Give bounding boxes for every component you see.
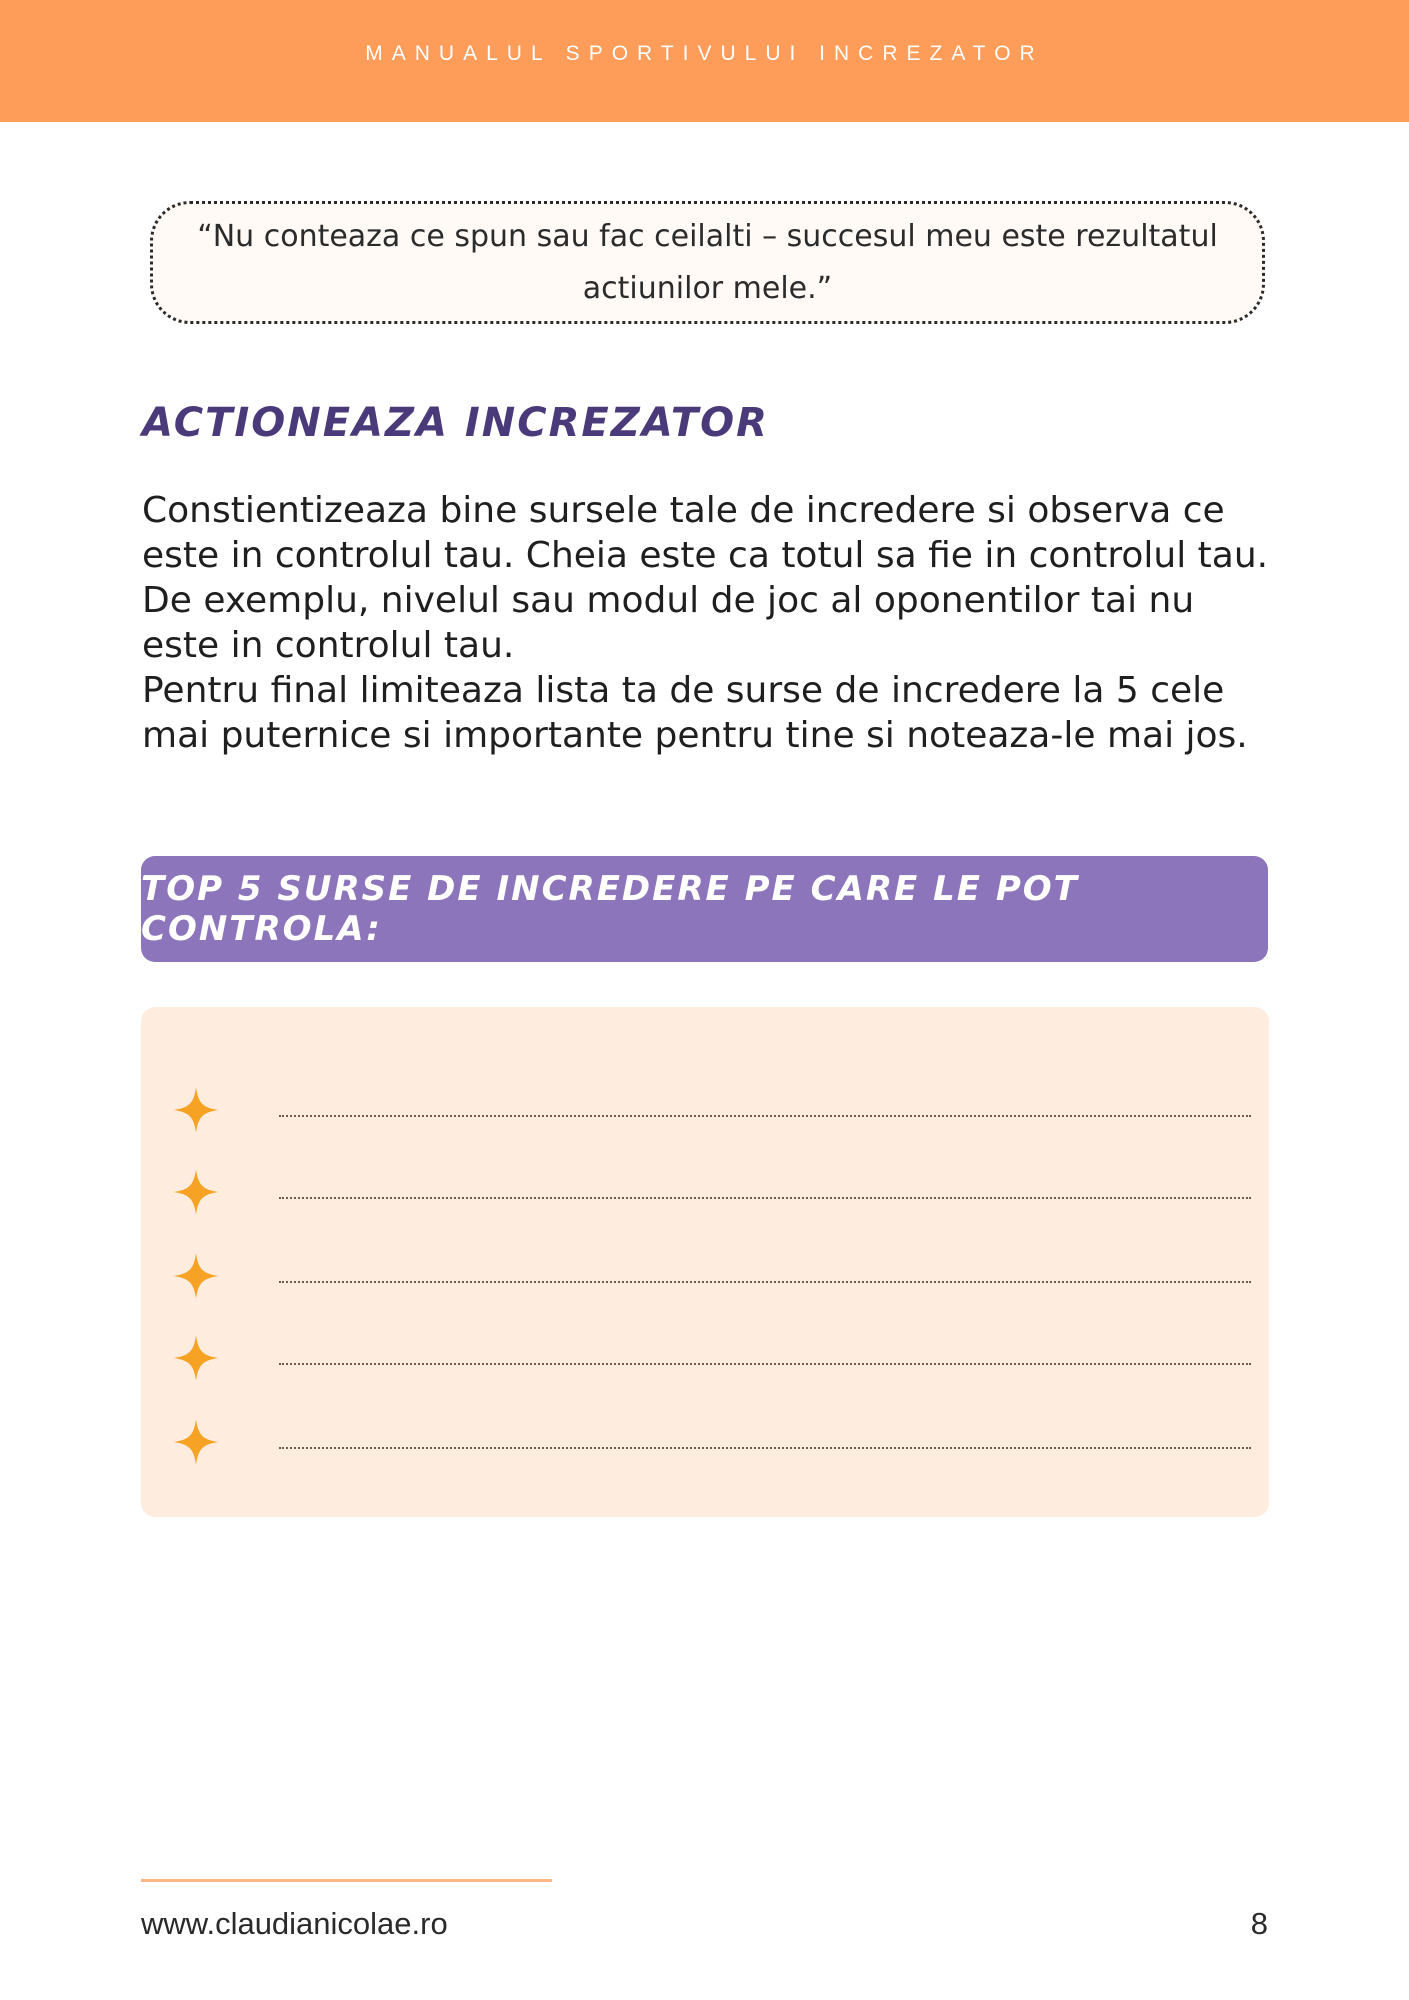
banner-text: TOP 5 SURSE DE INCREDERE PE CARE LE POT CONTROLA: xyxy=(141,869,1079,949)
header-title: MANUALUL SPORTIVULUI INCREZATOR xyxy=(365,42,1044,65)
section-heading: ACTIONEAZA INCREZATOR xyxy=(142,400,769,446)
four-point-star-icon xyxy=(171,1333,221,1383)
quote-text: “Nu conteaza ce spun sau fac ceilalti – succesul meu este rezultatul actiunilor mele.” xyxy=(197,218,1218,306)
footer-divider xyxy=(141,1879,552,1882)
footer-url[interactable]: www.claudianicolae.ro xyxy=(141,1906,448,1941)
list-title-banner xyxy=(141,856,1268,962)
write-line[interactable] xyxy=(279,1197,1251,1199)
quote-box xyxy=(150,201,1265,324)
four-point-star-icon xyxy=(171,1085,221,1135)
paragraph-2: Pentru final limiteaza lista ta de surse de incredere la 5 cele mai puternice si importante pentru tine si noteaza-le mai jos. xyxy=(142,670,1248,756)
body-text xyxy=(142,488,1282,758)
four-point-star-icon xyxy=(171,1167,221,1217)
page-number: 8 xyxy=(1250,1906,1268,1941)
list-panel xyxy=(141,1007,1269,1517)
write-line[interactable] xyxy=(279,1115,1251,1117)
write-line[interactable] xyxy=(279,1281,1251,1283)
list-item[interactable] xyxy=(171,1085,1231,1135)
paragraph-1: Constientizeaza bine sursele tale de incredere si observa ce este in controlul tau. Cheia este ca totul sa fie in controlul tau. De exemplu, nivelul sau modul de joc al oponentilor tai nu este in controlul tau. xyxy=(142,490,1269,666)
list-item[interactable] xyxy=(171,1251,1231,1301)
four-point-star-icon xyxy=(171,1417,221,1467)
list-item[interactable] xyxy=(171,1167,1231,1217)
four-point-star-icon xyxy=(171,1251,221,1301)
list-item[interactable] xyxy=(171,1417,1231,1467)
write-line[interactable] xyxy=(279,1447,1251,1449)
page-header xyxy=(0,0,1409,122)
write-line[interactable] xyxy=(279,1363,1251,1365)
list-item[interactable] xyxy=(171,1333,1231,1383)
